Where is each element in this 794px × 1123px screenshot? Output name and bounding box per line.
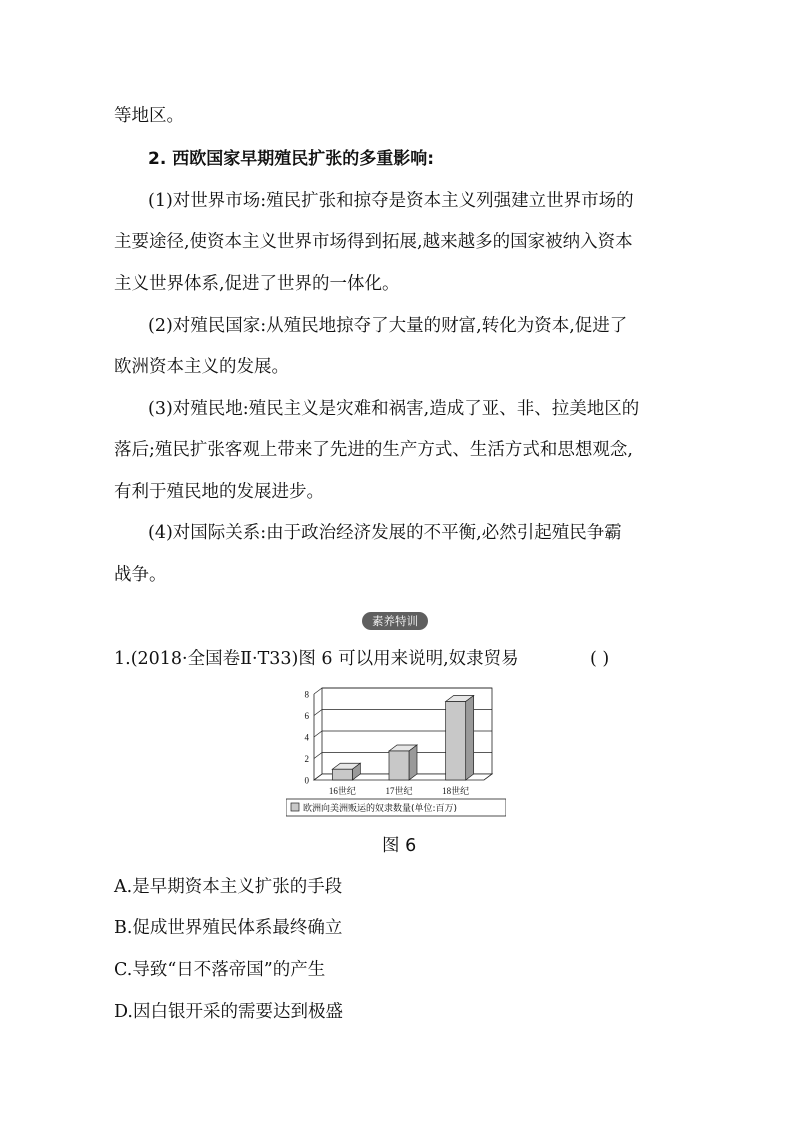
legend-swatch [291, 803, 299, 811]
question-text: 1.(2018·全国卷Ⅱ·T33)图 6 可以用来说明,奴隶贸易 [114, 649, 519, 669]
bar-side [466, 696, 474, 780]
bar [332, 769, 352, 780]
y-tick-label: 4 [304, 732, 309, 743]
text-line: 战争。 [114, 565, 167, 585]
slave-trade-bar-chart [286, 686, 506, 818]
bar [446, 702, 466, 780]
text-line: (1)对世界市场:殖民扩张和掠夺是资本主义列强建立世界市场的 [148, 191, 634, 211]
answer-blank: ( ) [590, 649, 610, 669]
section-heading: 2. 西欧国家早期殖民扩张的多重影响: [148, 149, 435, 169]
text-line: 有利于殖民地的发展进步。 [114, 482, 324, 502]
y-tick-label: 6 [304, 711, 309, 721]
y-tick-label: 8 [304, 689, 309, 700]
option-a: A.是早期资本主义扩张的手段 [114, 877, 343, 897]
legend-label: 欧洲向美洲贩运的奴隶数量(单位:百万) [303, 804, 458, 814]
text-line: 落后;殖民扩张客观上带来了先进的生产方式、生活方式和思想观念, [114, 440, 633, 460]
question-stem [114, 646, 610, 672]
text-line: (2)对殖民国家:从殖民地掠夺了大量的财富,转化为资本,促进了 [148, 316, 628, 336]
option-c: C.导致“日不落帝国”的产生 [114, 960, 326, 980]
text-line: (4)对国际关系:由于政治经济发展的不平衡,必然引起殖民争霸 [148, 523, 622, 543]
option-b: B.促成世界殖民体系最终确立 [114, 918, 343, 938]
option-d: D.因白银开采的需要达到极盛 [114, 1002, 343, 1022]
x-tick-label: 18世纪 [442, 786, 470, 796]
text-line: (3)对殖民地:殖民主义是灾难和祸害,造成了亚、非、拉美地区的 [148, 399, 640, 419]
gridline-side [314, 731, 322, 737]
gridline-side [314, 688, 322, 694]
text-line: 欧洲资本主义的发展。 [114, 357, 289, 377]
gridline-side [314, 710, 322, 716]
text-line: 等地区。 [114, 106, 184, 126]
text-line: 主义世界体系,促进了世界的一体化。 [114, 274, 400, 294]
y-tick-label: 0 [304, 775, 309, 786]
x-tick-label: 17世纪 [385, 786, 413, 796]
bar-side [409, 745, 417, 780]
figure-caption: 图 6 [382, 836, 417, 856]
section-badge: 素养特训 [362, 612, 428, 630]
y-tick-label: 2 [304, 754, 309, 764]
text-line: 主要途径,使资本主义世界市场得到拓展,越来越多的国家被纳入资本 [114, 232, 633, 252]
x-tick-label: 16世纪 [328, 786, 356, 796]
gridline-side [314, 753, 322, 759]
bar [389, 751, 409, 780]
